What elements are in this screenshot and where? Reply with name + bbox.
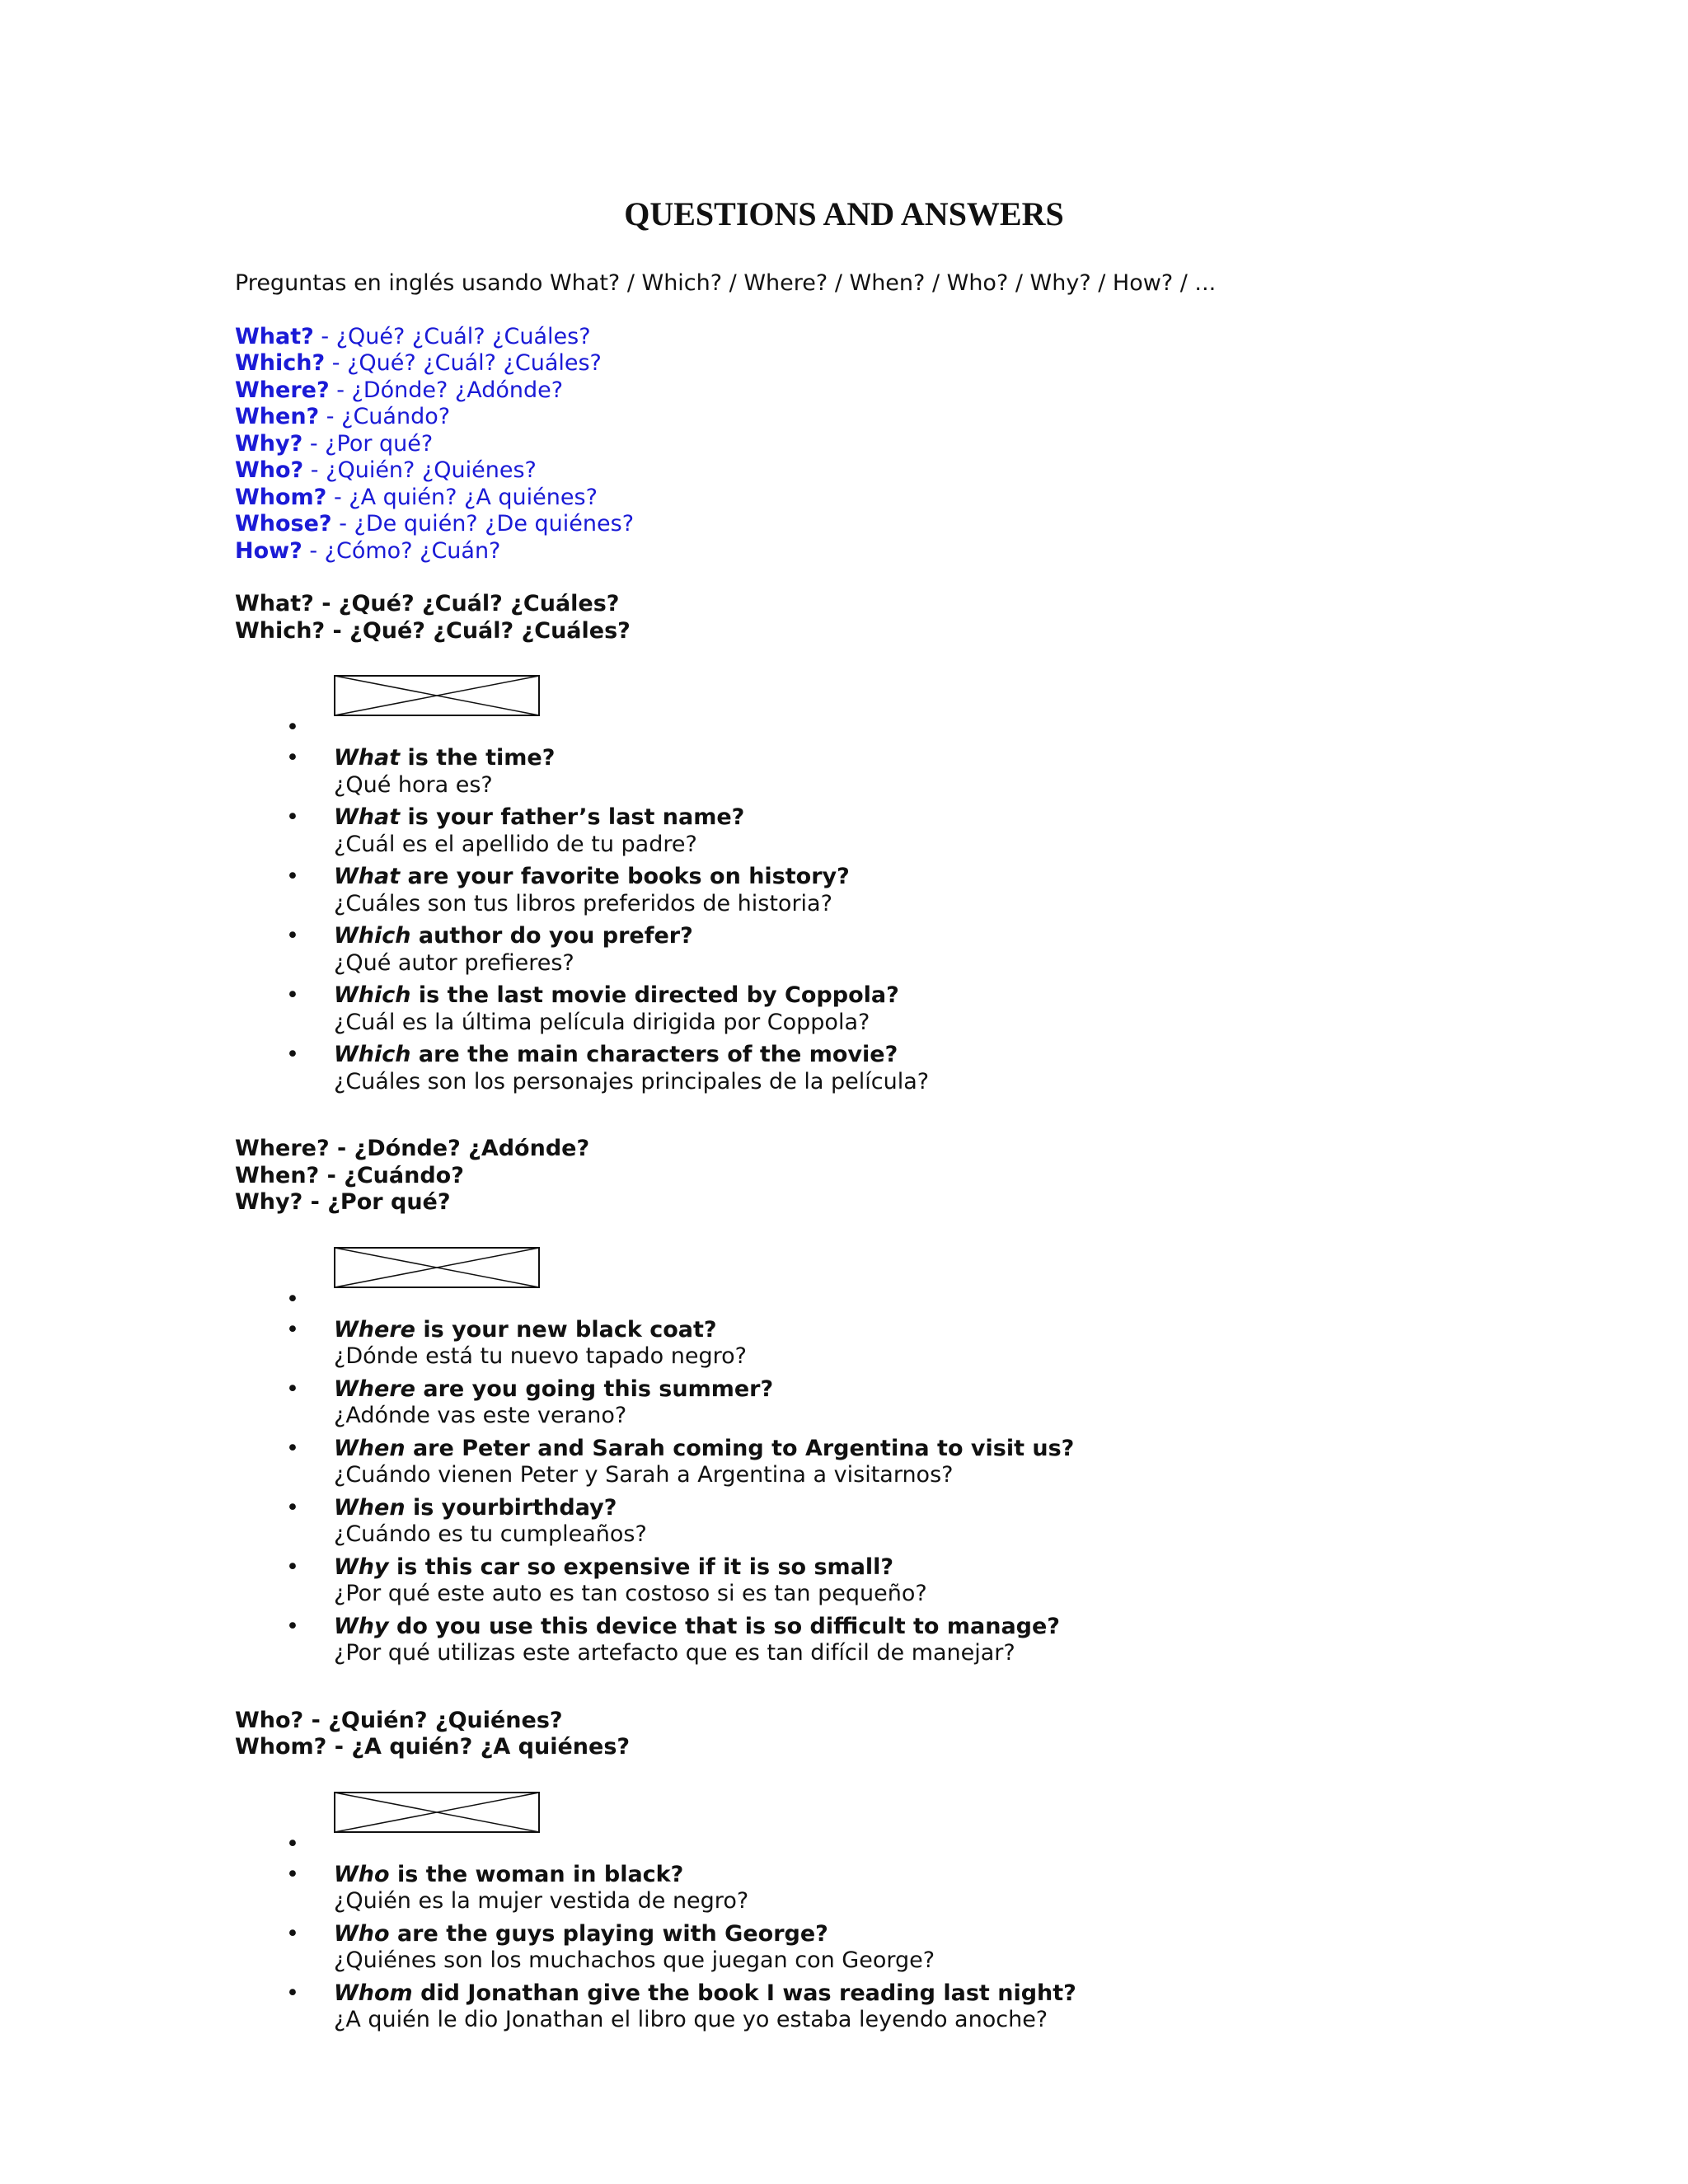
question-spanish: ¿Cuándo es tu cumpleaños? [334,1521,647,1547]
question-english [334,804,1471,832]
question-spanish: ¿Cuándo vienen Peter y Sarah a Argentina a visitarnos? [334,1462,954,1488]
broken-image-placeholder-icon [334,1247,540,1288]
question-keyword: What [334,864,401,889]
question-english [334,1376,1471,1404]
bullet-icon: • [286,804,299,830]
question-english [334,1554,1471,1582]
question-text: is your father’s last name? [400,804,745,830]
list-item [235,1614,1471,1667]
question-keyword: Who [334,1861,390,1887]
section-heading: Why? - ¿Por qué? [235,1189,451,1215]
vocab-meaning: - ¿Por qué? [302,430,434,457]
list-item [235,1495,1471,1549]
question-text: do you use this device that is so difficult to manage? [388,1613,1060,1639]
section-where-when-why [235,1136,1471,1667]
question-text: are your favorite books on history? [400,864,850,889]
section-heading: What? - ¿Qué? ¿Cuál? ¿Cuáles? [235,591,620,616]
question-english [334,1436,1471,1463]
list-item [235,804,1471,858]
question-english [334,1862,1471,1889]
vocab-word: Who? [235,457,304,483]
vocab-line [235,485,1471,512]
question-keyword: Why [334,1613,389,1639]
question-text: is your new black coat? [415,1316,717,1343]
vocab-word: What? [235,323,314,349]
vocab-word: When? [235,404,320,429]
list-item [235,1980,1471,2034]
section-heading: When? - ¿Cuándo? [235,1162,464,1188]
vocab-word: How? [235,537,302,564]
question-text: are the guys playing with George? [389,1920,828,1947]
list-item-image [235,675,1471,739]
question-spanish: ¿Cuáles son tus libros preferidos de historia? [334,890,832,916]
question-english [334,745,1471,772]
question-text: are you going this summer? [415,1376,774,1402]
list-item [235,1436,1471,1489]
list-item [235,923,1471,977]
list-item [235,864,1471,917]
question-english [334,1495,1471,1522]
question-keyword: Where [334,1376,415,1402]
vocab-word: Why? [235,430,303,457]
question-spanish: ¿Qué hora es? [334,771,493,798]
section-heading: Where? - ¿Dónde? ¿Adónde? [235,1136,590,1161]
vocab-line [235,404,1471,431]
question-spanish: ¿Cuál es la última película dirigida por Coppola? [334,1009,870,1035]
question-text: is the time? [400,745,556,771]
question-text: is the last movie directed by Coppola? [410,982,899,1008]
vocab-line [235,324,1471,351]
list-item [235,982,1471,1036]
question-keyword: When [334,1435,406,1461]
question-spanish: ¿Qué autor prefieres? [334,949,574,976]
question-text: author do you prefer? [410,923,693,949]
question-keyword: Which [334,982,411,1008]
bullet-icon: • [286,982,299,1008]
vocab-line [235,431,1471,458]
bullet-icon: • [286,1613,299,1639]
bullet-icon: • [286,715,299,740]
vocab-meaning: - ¿Quién? ¿Quiénes? [303,457,537,483]
list-item-image [235,1792,1471,1856]
section-heading: Whom? - ¿A quién? ¿A quiénes? [235,1734,631,1760]
vocab-meaning: - ¿Cómo? ¿Cuán? [302,537,501,564]
bullet-icon: • [286,864,299,889]
question-text: are Peter and Sarah coming to Argentina to visit us? [405,1435,1075,1461]
list-item-image [235,1247,1471,1311]
question-text: are the main characters of the movie? [410,1042,898,1067]
question-text: is the woman in black? [389,1861,684,1887]
broken-image-placeholder-icon [334,1792,540,1833]
question-list [235,1247,1471,1667]
broken-image-placeholder-icon [334,675,540,716]
question-spanish: ¿Cuál es el apellido de tu padre? [334,831,697,857]
list-item [235,1862,1471,1915]
question-english [334,1980,1471,2008]
question-keyword: Which [334,1042,411,1067]
question-list [235,1792,1471,2034]
section-who-whom [235,1708,1471,2034]
section-what-which [235,591,1471,1095]
question-text: did Jonathan give the book I was reading last night? [412,1980,1076,2006]
question-list [235,675,1471,1095]
question-english [334,864,1471,891]
list-item [235,1376,1471,1430]
bullet-icon: • [286,1830,299,1857]
page-title: QUESTIONS AND ANSWERS [624,195,1064,232]
vocab-line [235,511,1471,538]
bullet-icon: • [286,923,299,949]
bullet-icon: • [286,1861,299,1887]
question-spanish: ¿Cuáles son los personajes principales de la película? [334,1068,930,1094]
bullet-icon: • [286,1435,299,1461]
document-body [235,270,1471,2040]
section-heading: Who? - ¿Quién? ¿Quiénes? [235,1707,563,1733]
question-keyword: What [334,804,401,830]
bullet-icon: • [286,1376,299,1402]
question-spanish: ¿Quiénes son los muchachos que juegan con George? [334,1947,935,1973]
list-item [235,1042,1471,1095]
bullet-icon: • [286,1980,299,2006]
bullet-icon: • [286,1494,299,1521]
vocab-word: Which? [235,350,326,376]
vocab-word: Where? [235,377,330,403]
question-keyword: Where [334,1316,415,1343]
question-keyword: Which [334,923,411,949]
vocab-meaning: - ¿Qué? ¿Cuál? ¿Cuáles? [313,323,591,349]
vocab-meaning: - ¿Cuándo? [319,404,451,429]
vocab-word: Whose? [235,511,332,537]
bullet-icon: • [286,1920,299,1947]
question-spanish: ¿Adónde vas este verano? [334,1403,627,1428]
vocab-word: Whom? [235,484,327,510]
vocab-line [235,457,1471,485]
question-spanish: ¿A quién le dio Jonathan el libro que yo estaba leyendo anoche? [334,2007,1048,2032]
question-spanish: ¿Quién es la mujer vestida de negro? [334,1888,749,1914]
list-item [235,1554,1471,1608]
list-item [235,745,1471,799]
bullet-icon: • [286,1286,299,1312]
intro-paragraph: Preguntas en inglés usando What? / Which? / Where? / When? / Who? / Why? / How? / ... [235,270,1217,296]
list-item [235,1921,1471,1975]
question-text: is this car so expensive if it is so small? [388,1554,894,1580]
vocab-meaning: - ¿Qué? ¿Cuál? ¿Cuáles? [325,350,602,376]
question-english [334,1921,1471,1948]
bullet-icon: • [286,745,299,771]
question-english [334,1614,1471,1641]
vocab-line [235,538,1471,565]
question-spanish: ¿Por qué utilizas este artefacto que es tan difícil de manejar? [334,1640,1015,1666]
question-english [334,982,1471,1010]
list-item [235,1317,1471,1371]
vocabulary-list [235,324,1471,565]
question-keyword: When [334,1494,406,1521]
bullet-icon: • [286,1316,299,1343]
question-keyword: Who [334,1920,390,1947]
question-keyword: Why [334,1554,389,1580]
question-english [334,1042,1471,1069]
vocab-line [235,350,1471,377]
question-keyword: Whom [334,1980,413,2006]
question-keyword: What [334,745,401,771]
question-spanish: ¿Dónde está tu nuevo tapado negro? [334,1343,747,1369]
vocab-meaning: - ¿De quién? ¿De quiénes? [331,511,635,537]
question-english [334,923,1471,950]
bullet-icon: • [286,1554,299,1580]
question-text: is yourbirthday? [405,1494,617,1521]
vocab-line [235,377,1471,405]
section-heading: Which? - ¿Qué? ¿Cuál? ¿Cuáles? [235,617,631,644]
bullet-icon: • [286,1042,299,1067]
vocab-meaning: - ¿Dónde? ¿Adónde? [329,377,564,403]
question-english [334,1317,1471,1344]
question-spanish: ¿Por qué este auto es tan costoso si es tan pequeño? [334,1581,927,1606]
vocab-meaning: - ¿A quién? ¿A quiénes? [326,484,598,510]
